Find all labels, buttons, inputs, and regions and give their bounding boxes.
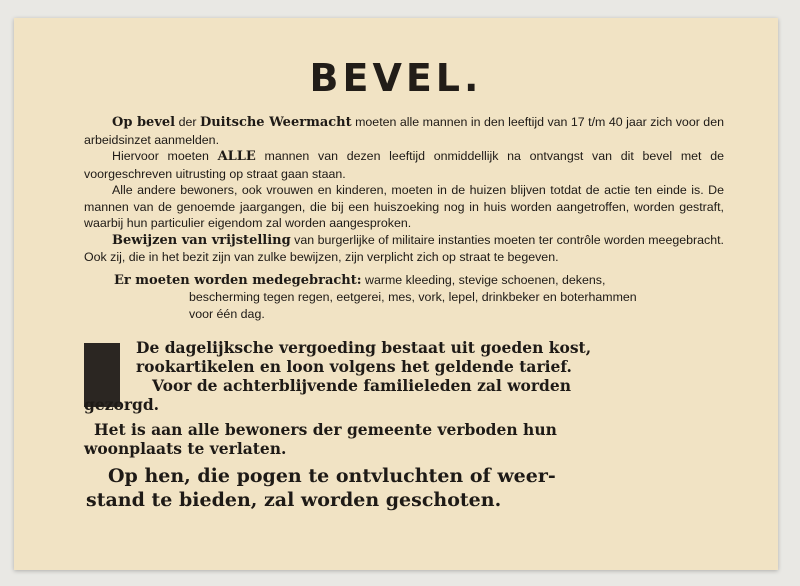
final-warning [86, 464, 726, 512]
poster [14, 18, 778, 570]
exemption-lead: Bewijzen van vrijstelling [112, 232, 291, 248]
compensation-notice [84, 338, 716, 414]
items-line-1: warme kleeding, stevige schoenen, dekens, [361, 272, 606, 287]
final-warning-line-2: stand te bieden, zal worden geschoten. [86, 489, 502, 511]
exemption-text: van burgerlijke of militaire instanties moeten ter contrôle worden meegebracht. Ook zij, die in het bezit zijn van zulke bewijzen, zijn verplicht zich op straat te begeven. [84, 232, 724, 264]
compensation-line-1: De dagelijksche vergoeding bestaat uit goeden kost, [136, 338, 592, 357]
paragraph-exemption [84, 232, 724, 266]
organisation-name: Duitsche Weermacht [199, 115, 352, 130]
all-men-text-2: mannen van dezen leeftijd onmiddellijk na ontvangst van dit bevel met de voorgeschreven uitrusting op straat gaan staan. [84, 149, 724, 181]
items-lead: Er moeten worden medegebracht: [114, 272, 362, 288]
final-warning-line-1: Op hen, die pogen te ontvluchten of weer- [108, 465, 556, 487]
all-men-text-1: Hiervoor moeten [112, 149, 218, 163]
poster-title: BEVEL. [309, 56, 483, 100]
items-to-bring [114, 272, 724, 323]
items-line-3: voor één dag. [189, 306, 265, 321]
order-text-2: moeten alle mannen in den leeftijd van 17 t/m 40 jaar zich voor den arbeidsinzet aanmelden. [84, 115, 724, 147]
all-emphasis: ALLE [217, 149, 256, 164]
items-line-2: bescherming tegen regen, eetgerei, mes, vork, lepel, drinkbeker en boterhammen [189, 290, 637, 304]
travel-ban-notice [84, 420, 724, 458]
order-lead: Op bevel [112, 115, 176, 130]
compensation-line-3: Voor de achterblijvende familieleden zal worden [152, 376, 572, 395]
paragraph-residents: Alle andere bewoners, ook vrouwen en kinderen, moeten in de huizen blijven totdat de actie ten einde is. De mannen van de genoemde jaargangen, die bij een huiszoeking nog in huis worden aangetroffen, worden gestraft, waarbij hun particulier eigendom zal worden aangesproken. [84, 183, 724, 230]
paragraph-all-men [84, 148, 724, 182]
poster-body [84, 114, 724, 322]
order-text-1: der [175, 115, 200, 129]
compensation-line-4: gezorgd. [84, 395, 160, 414]
compensation-line-2: rookartikelen en loon volgens het geldende tarief. [136, 357, 572, 376]
travel-ban-line-2: woonplaats te verlaten. [84, 439, 287, 458]
travel-ban-line-1: Het is aan alle bewoners der gemeente verboden hun [94, 420, 557, 439]
paragraph-order [84, 114, 724, 148]
